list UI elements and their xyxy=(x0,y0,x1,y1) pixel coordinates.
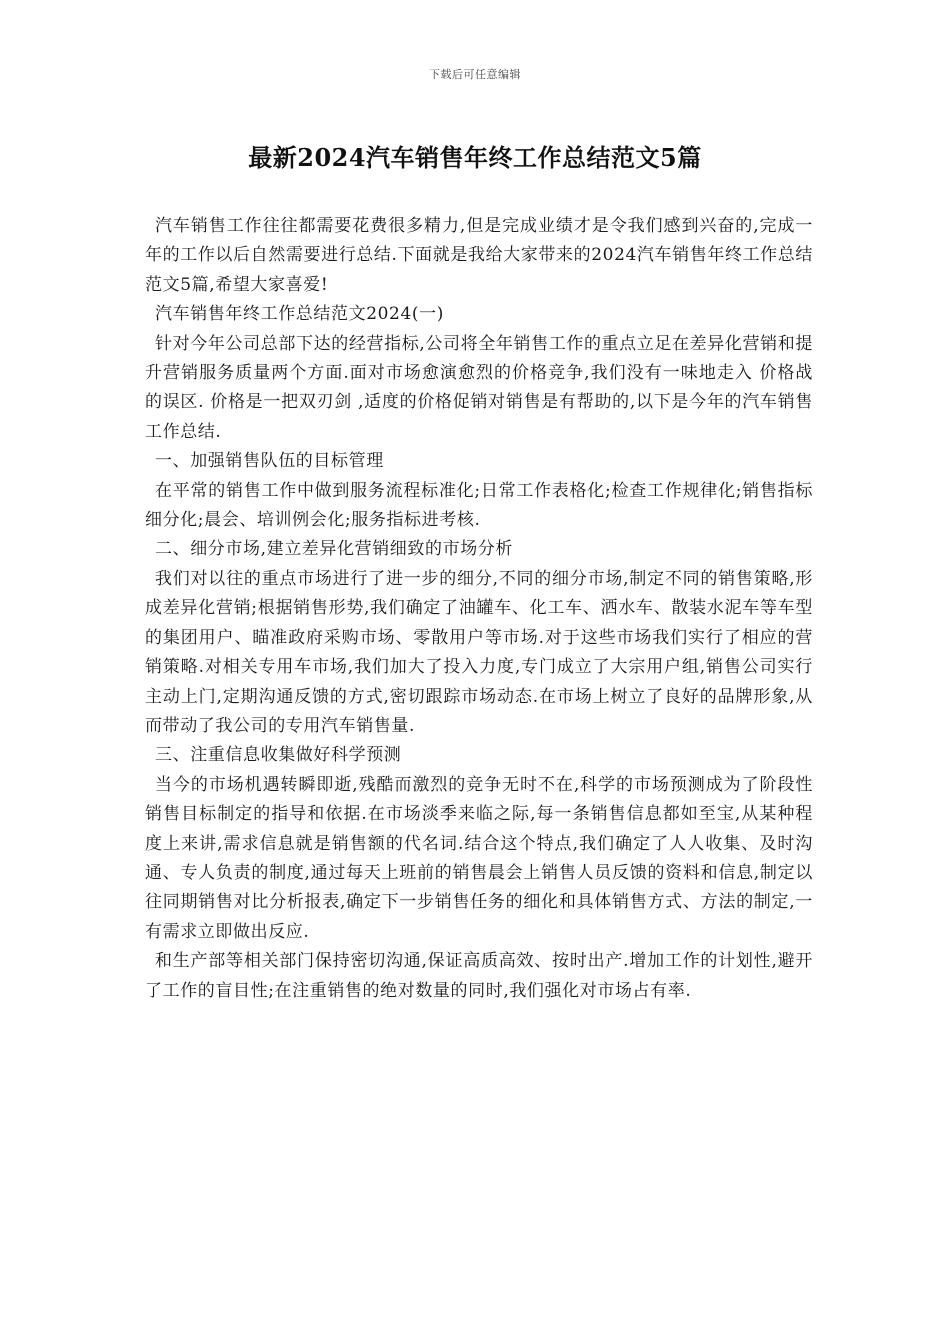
subsection-heading: 一、加强销售队伍的目标管理 xyxy=(155,451,384,472)
section-heading-one: 汽车销售年终工作总结范文2024(一) xyxy=(155,304,444,325)
page-header-note: 下载后可任意编辑 xyxy=(429,68,521,81)
intro-paragraph: 汽车销售工作往往都需要花费很多精力,但是完成业绩才是令我们感到兴奋的,完成一年的工作以后自然需要进行总结.下面就是我给大家带来的2024汽车销售年终工作总结范文5篇,希望大家喜爱! xyxy=(145,216,813,295)
document-body xyxy=(145,212,813,1006)
body-paragraph: 和生产部等相关部门保持密切沟通,保证高质高效、按时出产.增加工作的计划性,避开了工作的盲目性;在注重销售的绝对数量的同时,我们强化对市场占有率. xyxy=(145,951,813,1001)
body-paragraph: 当今的市场机遇转瞬即逝,残酷而激烈的竞争无时不在,科学的市场预测成为了阶段性销售目标制定的指导和依据.在市场淡季来临之际,每一条销售信息都如至宝,从某种程度上来讲,需求信息就是销售额的代名词.结合这个特点,我们确定了人人收集、及时沟通、专人负责的制度,通过每天上班前的销售晨会上销售人员反馈的资料和信息,制定以往同期销售对比分析报表,确定下一步销售任务的细化和具体销售方式、方法的制定,一有需求立即做出反应. xyxy=(145,774,813,942)
body-paragraph: 针对今年公司总部下达的经营指标,公司将全年销售工作的重点立足在差异化营销和提升营销服务质量两个方面.面对市场愈演愈烈的价格竞争,我们没有一味地走入 价格战 的误区. 价格是一把双刃剑 ,适度的价格促销对销售是有帮助的,以下是今年的汽车销售工作总结. xyxy=(145,333,813,442)
subsection-heading: 三、注重信息收集做好科学预测 xyxy=(155,745,402,766)
document-title: 最新2024汽车销售年终工作总结范文5篇 xyxy=(248,143,702,172)
body-paragraph: 在平常的销售工作中做到服务流程标准化;日常工作表格化;检查工作规律化;销售指标细分化;晨会、培训例会化;服务指标进考核. xyxy=(145,480,813,531)
body-paragraph: 我们对以往的重点市场进行了进一步的细分,不同的细分市场,制定不同的销售策略,形成差异化营销;根据销售形势,我们确定了油罐车、化工车、洒水车、散装水泥车等车型的集团用户、瞄准政府采购市场、零散用户等市场.对于这些市场我们实行了相应的营销策略.对相关专用车市场,我们加大了投入力度,专门成立了大宗用户组,销售公司实行主动上门,定期沟通反馈的方式,密切跟踪市场动态.在市场上树立了良好的品牌形象,从而带动了我公司的专用汽车销售量. xyxy=(145,568,813,736)
subsection-heading: 二、细分市场,建立差异化营销细致的市场分析 xyxy=(155,539,514,560)
